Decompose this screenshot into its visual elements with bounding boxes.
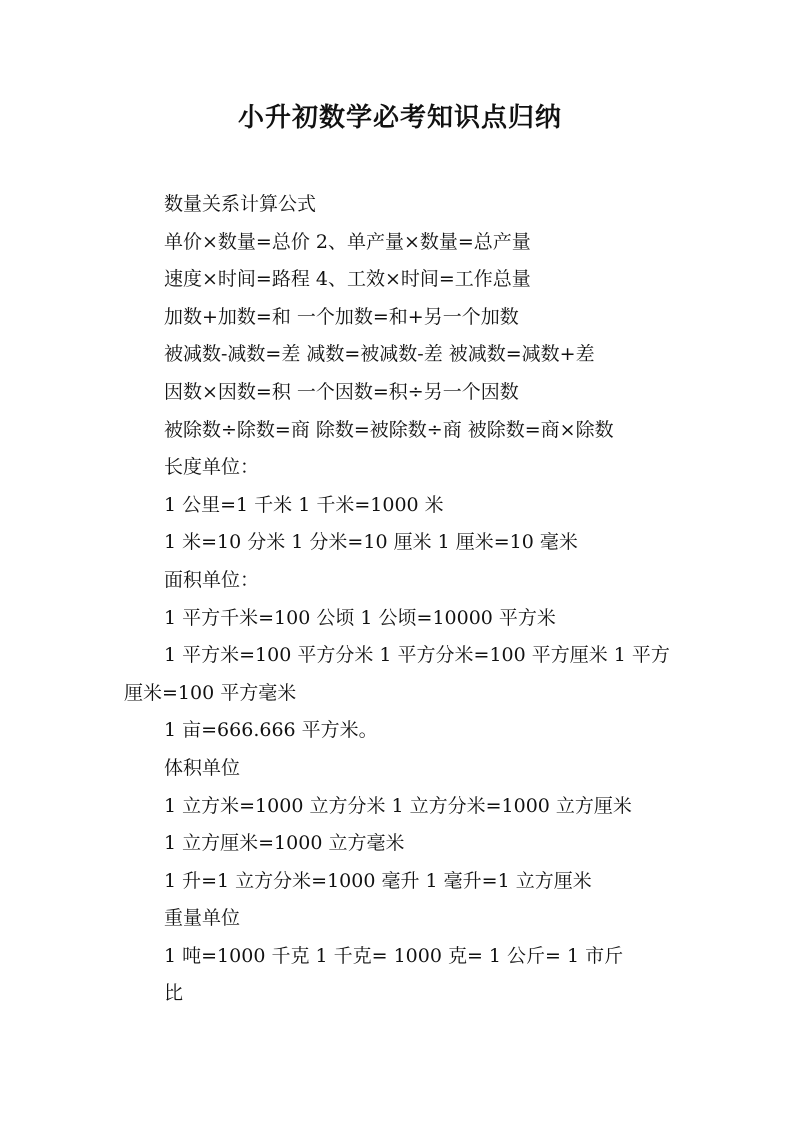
document-title: 小升初数学必考知识点归纳 [237,103,562,133]
paragraph: 速度×时间=路程 4、工效×时间=工作总量 [164,268,531,291]
paragraph: 单价×数量=总价 2、单产量×数量=总产量 [164,230,531,253]
paragraph: 被除数÷除数=商 除数=被除数÷商 被除数=商×除数 [164,418,614,441]
document-body [124,186,684,1013]
section-heading: 长度单位： [164,456,260,479]
paragraph: 数量关系计算公式 [164,193,317,215]
paragraph: 因数×因数=积 一个因数=积÷另一个因数 [164,380,519,403]
paragraph: 比 [164,982,184,1005]
paragraph: 1 亩=666.666 平方米。 [164,719,378,742]
paragraph: 1 吨=1000 千克 1 千克= 1000 克= 1 公斤= 1 市斤 [164,944,624,967]
paragraph: 1 立方厘米=1000 立方毫米 [164,832,405,855]
paragraph: 1 升=1 立方分米=1000 毫升 1 毫升=1 立方厘米 [164,869,592,892]
section-heading: 面积单位： [164,568,260,591]
paragraph: 1 米=10 分米 1 分米=10 厘米 1 厘米=10 毫米 [164,531,578,554]
paragraph: 1 立方米=1000 立方分米 1 立方分米=1000 立方厘米 [164,794,632,817]
paragraph: 1 平方千米=100 公顷 1 公顷=10000 平方米 [164,606,556,629]
paragraph: 被减数-减数=差 减数=被减数-差 被减数=减数+差 [164,343,595,366]
paragraph: 1 平方米=100 平方分米 1 平方分米=100 平方厘米 1 平方厘米=100 平方毫米 [124,644,670,704]
paragraph: 1 公里=1 千米 1 千米=1000 米 [164,493,444,516]
paragraph: 加数+加数=和 一个加数=和+另一个加数 [164,305,519,328]
section-heading: 体积单位 [164,756,241,779]
section-heading: 重量单位 [164,907,241,930]
